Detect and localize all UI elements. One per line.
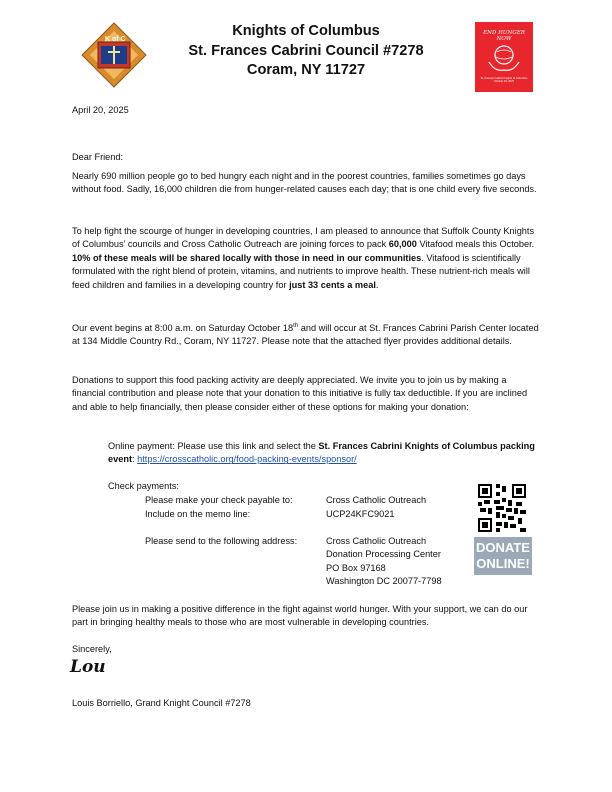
p2-text-e: . Vitafood is scientifically formulated with the right blend of protein, vitamins, and nutrients to improve health. These nutrient-rich meals will feed children and families in a developing country for	[72, 252, 530, 290]
letterhead-location: Coram, NY 11727	[246, 62, 366, 78]
salutation: Dear Friend:	[72, 152, 124, 162]
end-hunger-title: END HUNGER NOW	[483, 30, 525, 42]
address-line-1: Cross Catholic Outreach	[326, 536, 427, 546]
address-line-2: Donation Processing Center	[326, 549, 441, 560]
payable-label: Please make your check payable to:	[145, 495, 293, 505]
donate-line-1: DONATE	[476, 540, 530, 555]
address-line-3: PO Box 97168	[326, 562, 386, 573]
memo-label: Include on the memo line:	[145, 509, 251, 519]
send-label: Please send to the following address:	[145, 536, 298, 546]
letterhead	[150, 22, 462, 81]
end-hunger-caption: St. Frances Cabrini Knights of Columbus October 18, 2025	[480, 77, 528, 84]
end-hunger-logo	[475, 22, 533, 92]
p3-text-a: Our event begins at 8:00 a.m. on Saturday October 18	[72, 323, 294, 334]
p2-text-g: .	[375, 279, 379, 290]
logo-kofc-text: K of C	[105, 36, 126, 43]
address-line-4: Washington DC 20077-7798	[326, 576, 442, 587]
online-text: Online payment: Please use this link and select the	[108, 441, 319, 451]
memo-value: UCP24KFC9021	[326, 509, 395, 519]
letterhead-council: St. Frances Cabrini Council #7278	[188, 42, 424, 59]
online-colon: :	[132, 454, 138, 465]
online-event-name: St. Frances Cabrini Knights of Columbus packing event	[108, 441, 535, 465]
check-payments-heading: Check payments:	[108, 481, 179, 491]
sponsor-link[interactable]: https://crosscatholic.org/food-packing-events/sponsor/	[137, 454, 357, 465]
address-block	[326, 535, 442, 589]
knights-of-columbus-logo	[81, 22, 147, 88]
qr-code[interactable]	[478, 484, 526, 532]
signer-name: Louis Borriello, Grand Knight Council #7278	[72, 698, 251, 708]
hands-globe-icon	[485, 40, 523, 74]
p3-text-b: and will occur at St. Frances Cabrini Parish Center located at 134 Middle Country Rd., Coram, NY 11727. Please note that the attached flyer provides additional details.	[72, 323, 539, 347]
p3-ordinal: th	[293, 323, 299, 329]
paragraph-closing: Please join us in making a positive difference in the fight against world hunger. With your support, we can do our part in bringing healthy meals to those who are most vulnerable in developing countries.	[72, 604, 528, 628]
p2-meal-count: 60,000	[388, 239, 417, 250]
online-payment-block	[108, 440, 538, 467]
paragraph-donation-request: Donations to support this food packing activity are deeply appreciated. We invite you to join us by making a financial contribution and please note that your donation to this initiative is fully tax deductible. If you are inclined and able to help financially, then please consider either of these options for making your donation:	[72, 375, 528, 412]
closing-sincerely: Sincerely,	[72, 644, 112, 654]
qr-code-icon	[478, 484, 526, 532]
p2-meal-cost: just 33 cents a meal	[289, 279, 376, 290]
knights-emblem-icon	[81, 22, 147, 88]
letterhead-org: Knights of Columbus	[232, 23, 380, 39]
donate-line-2: ONLINE!	[476, 556, 530, 571]
paragraph-announcement	[72, 225, 542, 292]
p2-local-share: 10% of these meals will be shared locally with those in need in our communities	[72, 252, 422, 263]
paragraph-event-details	[72, 320, 542, 349]
letter-date: April 20, 2025	[72, 105, 129, 115]
donate-online-button[interactable]	[474, 537, 532, 575]
payable-value: Cross Catholic Outreach	[326, 495, 427, 505]
paragraph-hunger-stats: Nearly 690 million people go to bed hungry each night and in the poorest countries, families sometimes go days without food. Sadly, 16,000 children die from hunger-related causes each day; that is one child every five seconds.	[72, 171, 537, 195]
signature: Lou	[70, 657, 106, 677]
p2-text-a: To help fight the scourge of hunger in developing countries, I am pleased to announce that Suffolk County Knights of Columbus’ councils and Cross Catholic Outreach are joining forces to pack	[72, 226, 535, 250]
p2-text-c: Vitafood meals this October.	[416, 239, 535, 250]
